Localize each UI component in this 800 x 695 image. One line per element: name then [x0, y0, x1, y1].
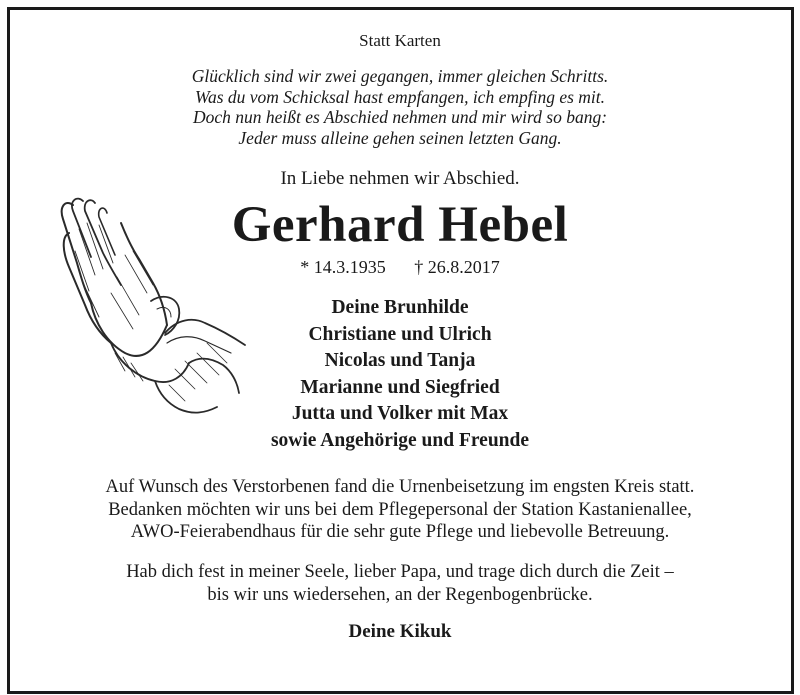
- mourner: Christiane und Ulrich: [308, 323, 492, 345]
- mourner: Jutta und Volker mit Max: [291, 403, 509, 424]
- farewell-text: [0, 561, 800, 606]
- birth-date: * 14.3.1935: [300, 257, 386, 277]
- farewell-intro: In Liebe nehmen wir Abschied.: [280, 168, 520, 189]
- poem: [0, 66, 800, 148]
- mourners-list: [0, 295, 800, 454]
- notice-line: AWO-Feierabendhaus für die sehr gute Pflege und liebevolle Betreuung.: [130, 522, 670, 542]
- mourner: Nicolas und Tanja: [324, 350, 476, 371]
- farewell-line: bis wir uns wiedersehen, an der Regenbogenbrücke.: [207, 584, 593, 605]
- mourner: Marianne und Siegfried: [300, 376, 500, 398]
- burial-notice: [0, 476, 800, 544]
- signature: Deine Kikuk: [348, 621, 452, 642]
- farewell-line: Hab dich fest in meiner Seele, lieber Papa, und trage dich durch die Zeit –: [126, 562, 674, 582]
- mourner: sowie Angehörige und Freunde: [270, 429, 530, 451]
- poem-line: Was du vom Schicksal hast empfangen, ich empfing es mit.: [194, 86, 606, 107]
- deceased-name: Gerhard Hebel: [231, 197, 569, 253]
- statt-karten-note: Statt Karten: [359, 31, 441, 50]
- death-date: † 26.8.2017: [414, 257, 500, 277]
- poem-line: Glücklich sind wir zwei gegangen, immer gleichen Schritts.: [191, 66, 609, 86]
- notice-line: Bedanken möchten wir uns bei dem Pflegepersonal der Station Kastanienallee,: [108, 499, 692, 520]
- notice-line: Auf Wunsch des Verstorbenen fand die Urnenbeisetzung im engsten Kreis statt.: [105, 477, 695, 497]
- poem-line: Doch nun heißt es Abschied nehmen und mir wird so bang:: [192, 107, 608, 127]
- mourner: Deine Brunhilde: [331, 297, 469, 318]
- poem-line: Jeder muss alleine gehen seinen letzten Gang.: [238, 127, 562, 148]
